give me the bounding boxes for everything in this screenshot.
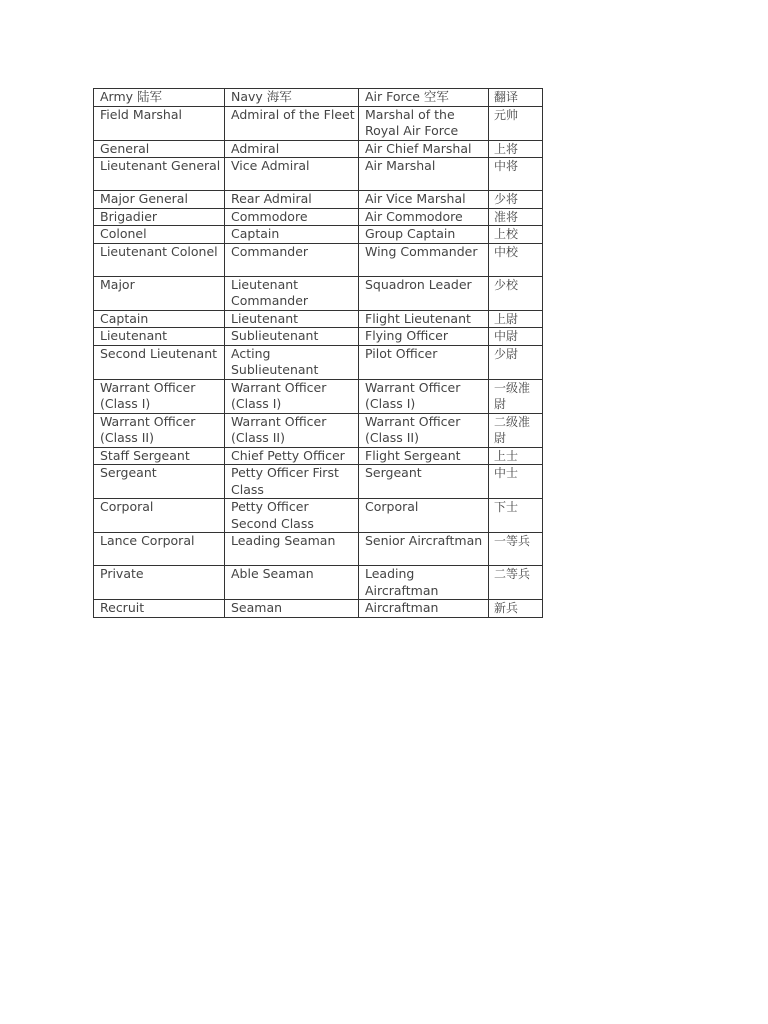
navy-rank-cell: Vice Admiral (225, 158, 359, 191)
air-force-rank-cell: Air Commodore (359, 208, 489, 226)
table-row (94, 499, 543, 533)
rank-comparison-table (93, 88, 543, 618)
table-row (94, 310, 543, 328)
air-force-rank-cell: Leading Aircraftman (359, 566, 489, 600)
table-row (94, 465, 543, 499)
navy-rank-cell: Sublieutenant (225, 328, 359, 346)
navy-rank-cell: Acting Sublieutenant (225, 345, 359, 379)
air-force-rank-cell: Aircraftman (359, 600, 489, 618)
navy-rank-cell: Petty Officer Second Class (225, 499, 359, 533)
air-force-rank-cell: Air Marshal (359, 158, 489, 191)
table-row (94, 533, 543, 566)
chinese-translation-cell: 准将 (489, 208, 543, 226)
navy-rank-cell: Seaman (225, 600, 359, 618)
table-row (94, 106, 543, 140)
table-row (94, 158, 543, 191)
air-force-rank-cell: Squadron Leader (359, 276, 489, 310)
air-force-rank-cell: Pilot Officer (359, 345, 489, 379)
army-rank-cell: Lieutenant (94, 328, 225, 346)
air-force-rank-cell: Marshal of the Royal Air Force (359, 106, 489, 140)
table-row (94, 191, 543, 209)
army-rank-cell: Lieutenant General (94, 158, 225, 191)
army-rank-cell: Warrant Officer (Class II) (94, 413, 225, 447)
chinese-translation-cell: 少校 (489, 276, 543, 310)
chinese-translation-cell: 上校 (489, 226, 543, 244)
navy-rank-cell: Captain (225, 226, 359, 244)
navy-rank-cell: Admiral (225, 140, 359, 158)
table-row (94, 140, 543, 158)
army-rank-cell: Lance Corporal (94, 533, 225, 566)
air-force-rank-cell: Corporal (359, 499, 489, 533)
air-force-rank-cell: Group Captain (359, 226, 489, 244)
chinese-translation-cell: 二等兵 (489, 566, 543, 600)
navy-rank-cell: Commander (225, 243, 359, 276)
table-row (94, 413, 543, 447)
table-row (94, 243, 543, 276)
table-row (94, 447, 543, 465)
chinese-translation-cell: 下士 (489, 499, 543, 533)
chinese-translation-cell: 中将 (489, 158, 543, 191)
army-column-header: Army 陆军 (94, 89, 225, 107)
table-row (94, 328, 543, 346)
chinese-translation-cell: 二级准尉 (489, 413, 543, 447)
army-rank-cell: Corporal (94, 499, 225, 533)
air-force-rank-cell: Air Vice Marshal (359, 191, 489, 209)
navy-rank-cell: Able Seaman (225, 566, 359, 600)
chinese-translation-cell: 上尉 (489, 310, 543, 328)
navy-rank-cell: Warrant Officer (Class I) (225, 379, 359, 413)
chinese-translation-cell: 中尉 (489, 328, 543, 346)
air-force-rank-cell: Flight Lieutenant (359, 310, 489, 328)
air-force-rank-cell: Senior Aircraftman (359, 533, 489, 566)
army-rank-cell: Staff Sergeant (94, 447, 225, 465)
chinese-translation-cell: 一等兵 (489, 533, 543, 566)
air-force-rank-cell: Warrant Officer (Class II) (359, 413, 489, 447)
army-rank-cell: Colonel (94, 226, 225, 244)
army-rank-cell: Field Marshal (94, 106, 225, 140)
table-row (94, 379, 543, 413)
air-force-rank-cell: Flying Officer (359, 328, 489, 346)
army-rank-cell: Recruit (94, 600, 225, 618)
air-force-rank-cell: Flight Sergeant (359, 447, 489, 465)
air-force-rank-cell: Air Chief Marshal (359, 140, 489, 158)
army-rank-cell: Warrant Officer (Class I) (94, 379, 225, 413)
army-rank-cell: Major (94, 276, 225, 310)
army-rank-cell: Sergeant (94, 465, 225, 499)
army-rank-cell: Private (94, 566, 225, 600)
chinese-translation-cell: 中士 (489, 465, 543, 499)
table-row (94, 600, 543, 618)
navy-rank-cell: Lieutenant (225, 310, 359, 328)
navy-rank-cell: Rear Admiral (225, 191, 359, 209)
army-rank-cell: Major General (94, 191, 225, 209)
chinese-translation-cell: 上士 (489, 447, 543, 465)
cn-column-header: 翻译 (489, 89, 543, 107)
table-row (94, 566, 543, 600)
table-row (94, 226, 543, 244)
air-force-rank-cell: Sergeant (359, 465, 489, 499)
navy-column-header: Navy 海军 (225, 89, 359, 107)
navy-rank-cell: Admiral of the Fleet (225, 106, 359, 140)
army-rank-cell: Lieutenant Colonel (94, 243, 225, 276)
navy-rank-cell: Lieutenant Commander (225, 276, 359, 310)
chinese-translation-cell: 元帅 (489, 106, 543, 140)
chinese-translation-cell: 上将 (489, 140, 543, 158)
navy-rank-cell: Warrant Officer (Class II) (225, 413, 359, 447)
chinese-translation-cell: 新兵 (489, 600, 543, 618)
chinese-translation-cell: 一级准尉 (489, 379, 543, 413)
navy-rank-cell: Chief Petty Officer (225, 447, 359, 465)
navy-rank-cell: Leading Seaman (225, 533, 359, 566)
chinese-translation-cell: 中校 (489, 243, 543, 276)
army-rank-cell: Captain (94, 310, 225, 328)
air-force-rank-cell: Wing Commander (359, 243, 489, 276)
army-rank-cell: General (94, 140, 225, 158)
rank-table-body (94, 89, 543, 618)
army-rank-cell: Second Lieutenant (94, 345, 225, 379)
table-header-row (94, 89, 543, 107)
air-force-rank-cell: Warrant Officer (Class I) (359, 379, 489, 413)
army-rank-cell: Brigadier (94, 208, 225, 226)
table-row (94, 208, 543, 226)
navy-rank-cell: Petty Officer First Class (225, 465, 359, 499)
chinese-translation-cell: 少将 (489, 191, 543, 209)
chinese-translation-cell: 少尉 (489, 345, 543, 379)
air-column-header: Air Force 空军 (359, 89, 489, 107)
table-row (94, 276, 543, 310)
table-row (94, 345, 543, 379)
navy-rank-cell: Commodore (225, 208, 359, 226)
